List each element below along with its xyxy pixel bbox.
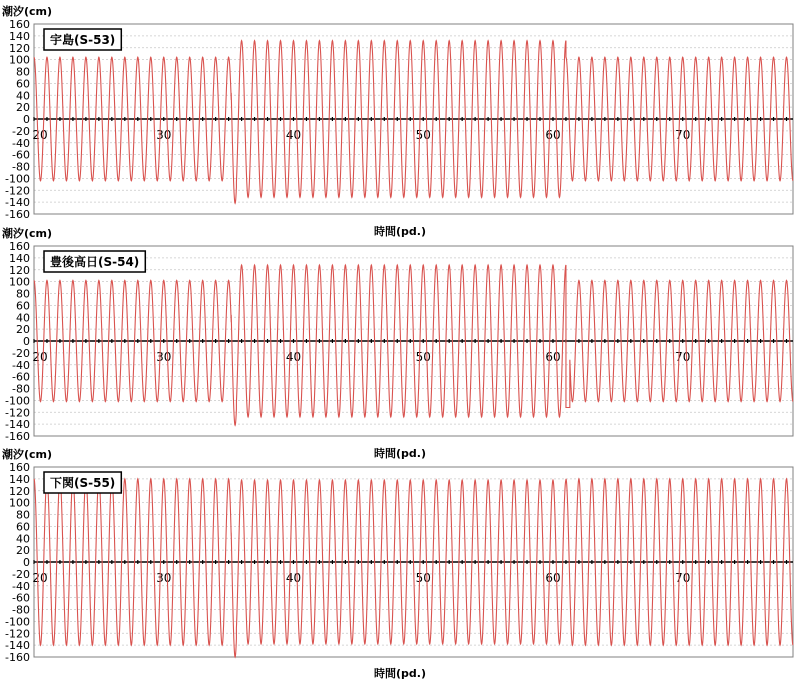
tide-series-line [34,479,793,657]
x-tick-label: 60 [545,350,561,364]
y-tick-label: 160 [9,240,30,253]
y-tick-label: -140 [5,639,30,653]
x-tick-label: 70 [675,350,691,364]
y-tick-label: -20 [12,567,30,581]
y-tick-label: -120 [5,627,30,641]
y-tick-label: 40 [16,532,30,546]
x-axis-label: 時間(pd.) [374,667,426,680]
y-tick-label: 0 [23,556,30,569]
x-tick-label: 40 [285,128,302,142]
y-tick-label: -60 [12,370,30,384]
y-tick-label: -100 [5,394,30,408]
y-tick-label: 120 [9,484,30,498]
y-tick-label: 0 [23,335,30,348]
x-tick-label: 20 [32,350,48,364]
x-tick-label: 40 [285,571,302,585]
y-tick-label: -40 [12,136,30,150]
y-tick-label: 60 [16,299,30,313]
y-axis-label: 潮汐(cm) [2,448,53,461]
x-tick-label: 50 [415,571,431,585]
y-tick-label: 40 [16,311,30,325]
y-tick-label: -160 [5,208,30,221]
y-tick-label: 80 [16,508,30,522]
y-tick-label: 80 [16,65,30,79]
x-tick-label: 30 [156,571,172,585]
y-tick-label: -80 [12,603,30,617]
tide-series-line [34,41,793,204]
y-tick-label: 0 [23,113,30,126]
y-tick-label: 160 [9,18,30,31]
y-tick-label: -160 [5,651,30,664]
y-tick-label: 40 [16,89,30,103]
x-tick-label: 50 [415,128,431,142]
tide-chart-3 [0,461,800,671]
y-tick-label: -160 [5,430,30,443]
y-tick-label: -140 [5,196,30,210]
y-tick-label: -140 [5,418,30,432]
y-tick-label: -120 [5,184,30,198]
y-tick-label: 20 [16,323,30,337]
y-tick-label: -100 [5,172,30,186]
y-tick-label: -80 [12,160,30,174]
y-tick-label: 100 [9,275,30,289]
y-tick-label: 140 [9,251,30,265]
y-axis-label: 潮汐(cm) [2,227,53,240]
y-tick-label: -60 [12,591,30,605]
x-tick-label: 20 [32,571,48,585]
x-tick-label: 30 [156,128,172,142]
y-tick-label: 140 [9,29,30,43]
y-tick-label: -40 [12,579,30,593]
y-tick-label: 160 [9,461,30,474]
y-tick-label: 100 [9,496,30,510]
x-axis-label: 時間(pd.) [374,447,426,460]
y-tick-label: -100 [5,615,30,629]
station-title: 宇島(S-53) [50,33,116,47]
tide-chart-1 [0,18,800,228]
x-tick-label: 50 [415,350,431,364]
y-tick-label: -40 [12,358,30,372]
y-tick-label: -80 [12,382,30,396]
y-tick-label: 60 [16,520,30,534]
y-tick-label: 100 [9,53,30,67]
y-tick-label: 20 [16,544,30,558]
y-tick-label: 20 [16,101,30,115]
y-tick-label: 120 [9,41,30,55]
y-tick-label: -60 [12,148,30,162]
x-tick-label: 20 [32,128,48,142]
x-tick-label: 30 [156,350,172,364]
y-tick-label: -20 [12,124,30,138]
y-tick-label: -20 [12,346,30,360]
x-tick-label: 60 [545,128,561,142]
station-title: 豊後高日(S-54) [50,255,140,269]
x-tick-label: 70 [675,128,691,142]
y-axis-label: 潮汐(cm) [2,5,53,18]
y-tick-label: 80 [16,287,30,301]
x-axis-label: 時間(pd.) [374,225,426,238]
y-tick-label: -120 [5,406,30,420]
x-tick-label: 70 [675,571,691,585]
y-tick-label: 140 [9,472,30,486]
x-tick-label: 60 [545,571,561,585]
station-title: 下関(S-55) [50,476,116,490]
y-tick-label: 120 [9,263,30,277]
tide-chart-2 [0,240,800,450]
y-tick-label: 60 [16,77,30,91]
x-tick-label: 40 [285,350,302,364]
tide-series-line [34,265,793,425]
